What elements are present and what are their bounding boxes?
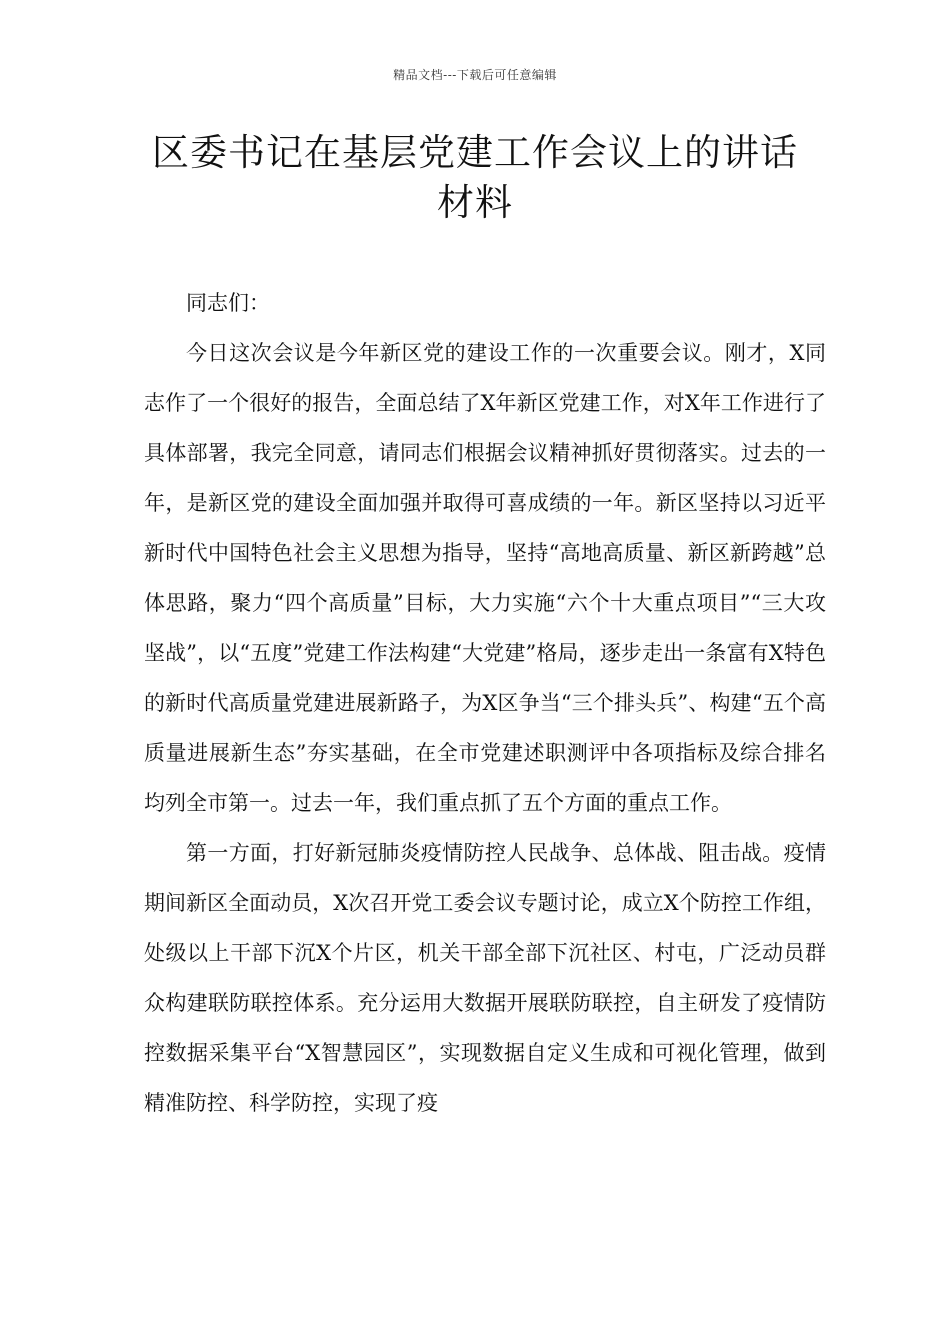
document-title-line-2: 材料 (437, 181, 513, 224)
document-body (144, 278, 826, 1128)
document-title (100, 128, 850, 228)
paragraph-1: 今日这次会议是今年新区党的建设工作的一次重要会议。刚才，X同志作了一个很好的报告，全面总结了X年新区党建工作，对X年工作进行了具体部署，我完全同意，请同志们根据会议精神抓好贯彻落实。过去的一年，是新区党的建设全面加强并取得可喜成绩的一年。新区坚持以习近平新时代中国特色社会主义思想为指导，坚持“高地高质量、新区新跨越”总体思路，聚力“四个高质量”目标，大力实施“六个十大重点项目”“三大攻坚战”，以“五度”党建工作法构建“大党建”格局，逐步走出一条富有X特色的新时代高质量党建进展新路子，为X区争当“三个排头兵”、构建“五个高质量进展新生态”夯实基础，在全市党建述职测评中各项指标及综合排名均列全市第一。过去一年，我们重点抓了五个方面的重点工作。 (144, 341, 826, 815)
document-title-line-1: 区委书记在基层党建工作会议上的讲话 (152, 131, 798, 174)
page-header-note: 精品文档---下载后可任意编辑 (393, 68, 557, 82)
salutation: 同志们： (186, 291, 270, 315)
paragraph-2: 第一方面，打好新冠肺炎疫情防控人民战争、总体战、阻击战。疫情期间新区全面动员，X次召开党工委会议专题讨论，成立X个防控工作组，处级以上干部下沉X个片区，机关干部全部下沉社区、村屯，广泛动员群众构建联防联控体系。充分运用大数据开展联防联控，自主研发了疫情防控数据采集平台“X智慧园区”，实现数据自定义生成和可视化管理，做到精准防控、科学防控，实现了疫 (144, 841, 826, 1115)
